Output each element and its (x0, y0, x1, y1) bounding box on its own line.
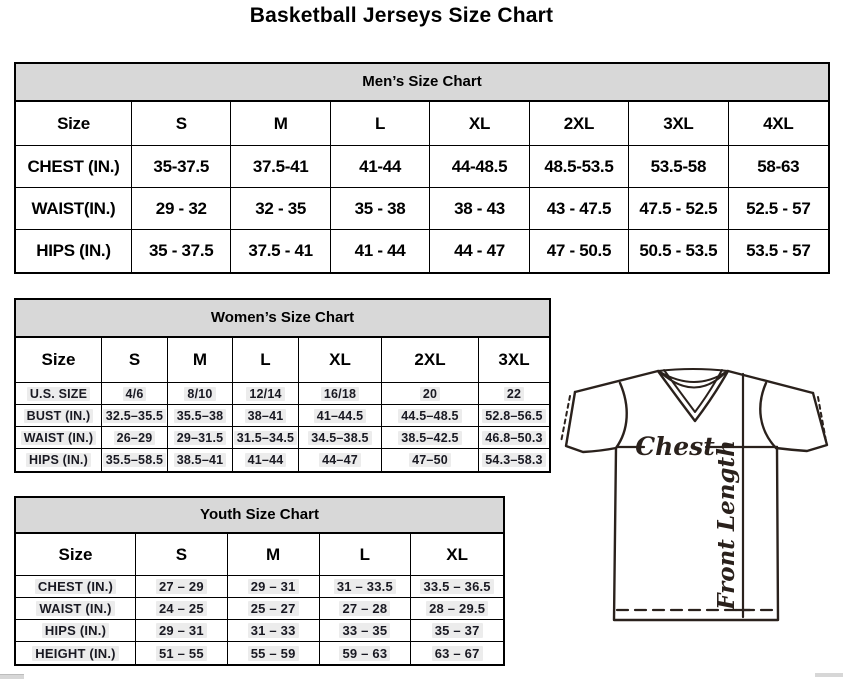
value-cell: 33 – 35 (320, 620, 412, 642)
row-label: WAIST(IN.) (16, 188, 132, 230)
value-cell: 35-37.5 (132, 146, 231, 188)
column-header-m: M (231, 102, 330, 146)
column-header-s: S (136, 534, 228, 576)
row-label: HEIGHT (IN.) (16, 642, 136, 664)
row-label: HIPS (IN.) (16, 620, 136, 642)
column-header-4xl: 4XL (729, 102, 828, 146)
jersey-measurement-diagram (556, 358, 843, 630)
row-label: WAIST (IN.) (16, 598, 136, 620)
value-cell: 35.5–38 (168, 405, 233, 427)
mens-table-title: Men’s Size Chart (14, 62, 830, 100)
column-header-s: S (102, 338, 168, 383)
row-label: CHEST (IN.) (16, 146, 132, 188)
womens-table-grid (14, 336, 551, 473)
value-cell: 20 (382, 383, 479, 405)
row-label: CHEST (IN.) (16, 576, 136, 598)
column-header-s: S (132, 102, 231, 146)
youth-size-chart-table (14, 496, 505, 666)
value-cell: 27 – 29 (136, 576, 228, 598)
value-cell: 35 - 38 (331, 188, 430, 230)
value-cell: 27 – 28 (320, 598, 412, 620)
chest-label: Chest (635, 432, 715, 461)
column-header-2xl: 2XL (530, 102, 629, 146)
value-cell: 38–41 (233, 405, 299, 427)
page-title: Basketball Jerseys Size Chart (249, 4, 554, 27)
value-cell: 52.8–56.5 (479, 405, 549, 427)
value-cell: 33.5 – 36.5 (411, 576, 503, 598)
value-cell: 37.5-41 (231, 146, 330, 188)
value-cell: 41–44.5 (299, 405, 382, 427)
value-cell: 29 - 32 (132, 188, 231, 230)
value-cell: 31.5–34.5 (233, 427, 299, 449)
value-cell: 53.5-58 (629, 146, 728, 188)
value-cell: 22 (479, 383, 549, 405)
value-cell: 59 – 63 (320, 642, 412, 664)
value-cell: 31 – 33.5 (320, 576, 412, 598)
value-cell: 25 – 27 (228, 598, 320, 620)
value-cell: 32 - 35 (231, 188, 330, 230)
value-cell: 48.5-53.5 (530, 146, 629, 188)
value-cell: 41 - 44 (331, 230, 430, 272)
bottom-left-artifact (0, 674, 24, 679)
value-cell: 44 - 47 (430, 230, 529, 272)
value-cell: 52.5 - 57 (729, 188, 828, 230)
value-cell: 34.5–38.5 (299, 427, 382, 449)
value-cell: 44.5–48.5 (382, 405, 479, 427)
value-cell: 4/6 (102, 383, 168, 405)
column-header-3xl: 3XL (479, 338, 549, 383)
value-cell: 24 – 25 (136, 598, 228, 620)
value-cell: 29 – 31 (136, 620, 228, 642)
value-cell: 50.5 - 53.5 (629, 230, 728, 272)
value-cell: 38.5–42.5 (382, 427, 479, 449)
size-corner-header: Size (16, 102, 132, 146)
value-cell: 47–50 (382, 449, 479, 471)
value-cell: 8/10 (168, 383, 233, 405)
value-cell: 47.5 - 52.5 (629, 188, 728, 230)
value-cell: 47 - 50.5 (530, 230, 629, 272)
row-label: BUST (IN.) (16, 405, 102, 427)
value-cell: 35 – 37 (411, 620, 503, 642)
value-cell: 46.8–50.3 (479, 427, 549, 449)
value-cell: 35 - 37.5 (132, 230, 231, 272)
column-header-l: L (320, 534, 412, 576)
value-cell: 38 - 43 (430, 188, 529, 230)
value-cell: 29–31.5 (168, 427, 233, 449)
value-cell: 41–44 (233, 449, 299, 471)
value-cell: 32.5–35.5 (102, 405, 168, 427)
size-corner-header: Size (16, 338, 102, 383)
value-cell: 43 - 47.5 (530, 188, 629, 230)
column-header-xl: XL (430, 102, 529, 146)
column-header-m: M (168, 338, 233, 383)
front-length-label: Front Length (713, 440, 740, 610)
value-cell: 26–29 (102, 427, 168, 449)
column-header-2xl: 2XL (382, 338, 479, 383)
jersey-diagram-icon (556, 358, 843, 630)
value-cell: 29 – 31 (228, 576, 320, 598)
value-cell: 35.5–58.5 (102, 449, 168, 471)
value-cell: 44-48.5 (430, 146, 529, 188)
womens-table-title: Women’s Size Chart (14, 298, 551, 336)
value-cell: 63 – 67 (411, 642, 503, 664)
column-header-l: L (331, 102, 430, 146)
youth-table-title: Youth Size Chart (14, 496, 505, 532)
column-header-3xl: 3XL (629, 102, 728, 146)
column-header-l: L (233, 338, 299, 383)
column-header-xl: XL (411, 534, 503, 576)
value-cell: 12/14 (233, 383, 299, 405)
value-cell: 51 – 55 (136, 642, 228, 664)
womens-size-chart-table (14, 298, 551, 473)
row-label: U.S. SIZE (16, 383, 102, 405)
value-cell: 16/18 (299, 383, 382, 405)
youth-table-grid (14, 532, 505, 666)
row-label: HIPS (IN.) (16, 449, 102, 471)
value-cell: 37.5 - 41 (231, 230, 330, 272)
column-header-xl: XL (299, 338, 382, 383)
value-cell: 38.5–41 (168, 449, 233, 471)
bottom-right-artifact (815, 673, 843, 677)
value-cell: 55 – 59 (228, 642, 320, 664)
value-cell: 44–47 (299, 449, 382, 471)
value-cell: 53.5 - 57 (746, 241, 811, 260)
mens-size-chart-table (14, 62, 830, 274)
size-corner-header: Size (16, 534, 136, 576)
value-cell: 58-63 (729, 146, 828, 188)
value-cell: 41-44 (331, 146, 430, 188)
mens-table-grid (14, 100, 830, 274)
row-label: WAIST (IN.) (16, 427, 102, 449)
column-header-m: M (228, 534, 320, 576)
value-cell: 28 – 29.5 (411, 598, 503, 620)
value-cell: 31 – 33 (228, 620, 320, 642)
value-cell: 54.3–58.3 (479, 449, 549, 471)
row-label: HIPS (IN.) (16, 230, 132, 272)
